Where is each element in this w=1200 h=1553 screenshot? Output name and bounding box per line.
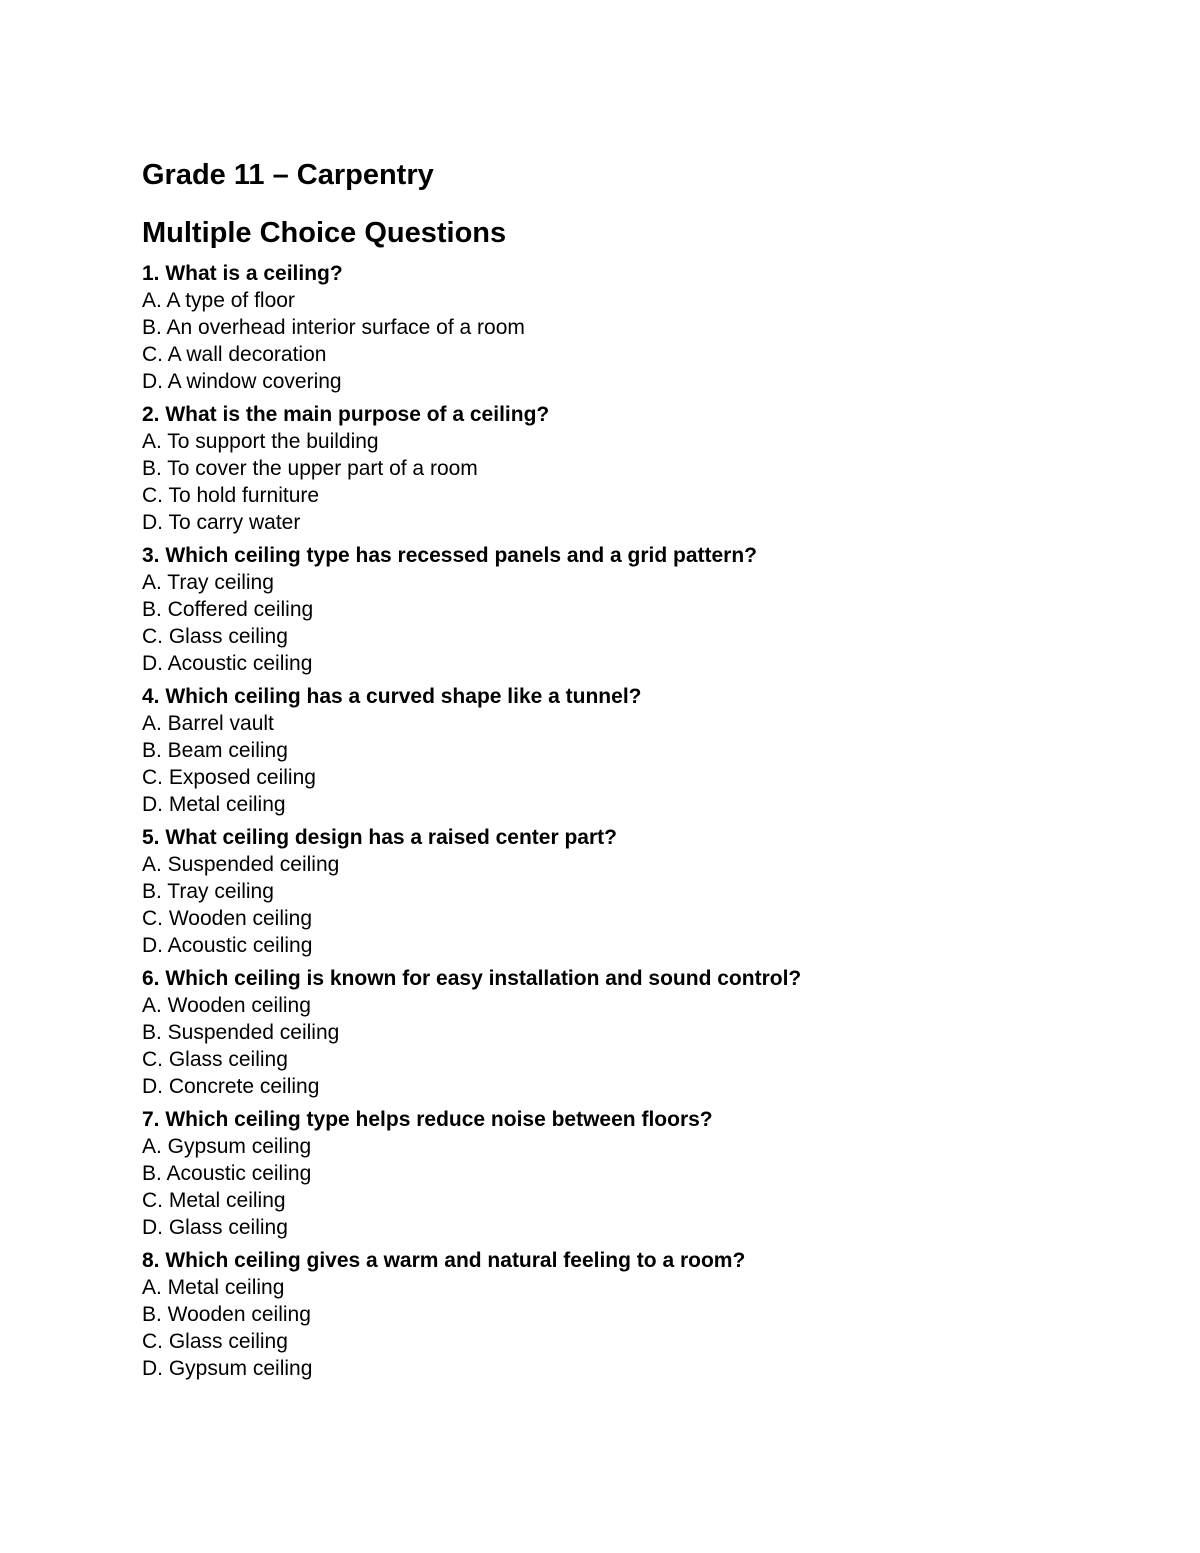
option-a: A. Metal ceiling — [142, 1276, 285, 1299]
question-2 — [142, 401, 1142, 536]
option-c: C. Metal ceiling — [142, 1189, 286, 1212]
question-text: 6. Which ceiling is known for easy installation and sound control? — [142, 967, 802, 990]
option-b: B. Suspended ceiling — [142, 1021, 340, 1044]
option-c: C. Glass ceiling — [142, 625, 288, 648]
option-d: D. Acoustic ceiling — [142, 934, 313, 957]
option-c: C. Exposed ceiling — [142, 766, 316, 789]
question-text: 4. Which ceiling has a curved shape like a tunnel? — [142, 685, 642, 708]
question-text: 7. Which ceiling type helps reduce noise between floors? — [142, 1108, 713, 1131]
question-text: 3. Which ceiling type has recessed panels and a grid pattern? — [142, 544, 758, 567]
question-text: 2. What is the main purpose of a ceiling? — [142, 403, 550, 426]
option-d: D. Glass ceiling — [142, 1216, 288, 1239]
option-b: B. Tray ceiling — [142, 880, 274, 903]
option-a: A. Wooden ceiling — [142, 994, 311, 1017]
document-page — [142, 156, 1142, 1388]
option-a: A. Gypsum ceiling — [142, 1135, 312, 1158]
option-c: C. Glass ceiling — [142, 1330, 288, 1353]
option-b: B. To cover the upper part of a room — [142, 457, 478, 480]
option-d: D. Metal ceiling — [142, 793, 286, 816]
option-c: C. Wooden ceiling — [142, 907, 313, 930]
option-b: B. Coffered ceiling — [142, 598, 314, 621]
option-a: A. Barrel vault — [142, 712, 274, 735]
option-b: B. Wooden ceiling — [142, 1303, 311, 1326]
question-5 — [142, 824, 1142, 959]
option-b: B. Acoustic ceiling — [142, 1162, 312, 1185]
question-text: 1. What is a ceiling? — [142, 262, 343, 285]
question-8 — [142, 1247, 1142, 1382]
question-text: 5. What ceiling design has a raised center part? — [142, 826, 617, 849]
option-c: C. To hold furniture — [142, 484, 320, 507]
option-b: B. An overhead interior surface of a room — [142, 316, 525, 339]
option-d: D. To carry water — [142, 511, 301, 534]
option-d: D. Acoustic ceiling — [142, 652, 313, 675]
option-b: B. Beam ceiling — [142, 739, 288, 762]
option-c: C. Glass ceiling — [142, 1048, 288, 1071]
question-3 — [142, 542, 1142, 677]
option-d: D. A window covering — [142, 370, 342, 393]
question-6 — [142, 965, 1142, 1100]
option-a: A. Tray ceiling — [142, 571, 274, 594]
section-heading: Multiple Choice Questions — [142, 217, 507, 249]
option-d: D. Gypsum ceiling — [142, 1357, 313, 1380]
question-list — [142, 260, 1142, 1382]
option-a: A. To support the building — [142, 430, 379, 453]
option-c: C. A wall decoration — [142, 343, 327, 366]
question-text: 8. Which ceiling gives a warm and natural feeling to a room? — [142, 1249, 746, 1272]
question-1 — [142, 260, 1142, 395]
option-a: A. A type of floor — [142, 289, 295, 312]
question-7 — [142, 1106, 1142, 1241]
option-d: D. Concrete ceiling — [142, 1075, 320, 1098]
option-a: A. Suspended ceiling — [142, 853, 340, 876]
document-title: Grade 11 – Carpentry — [142, 159, 434, 191]
question-4 — [142, 683, 1142, 818]
